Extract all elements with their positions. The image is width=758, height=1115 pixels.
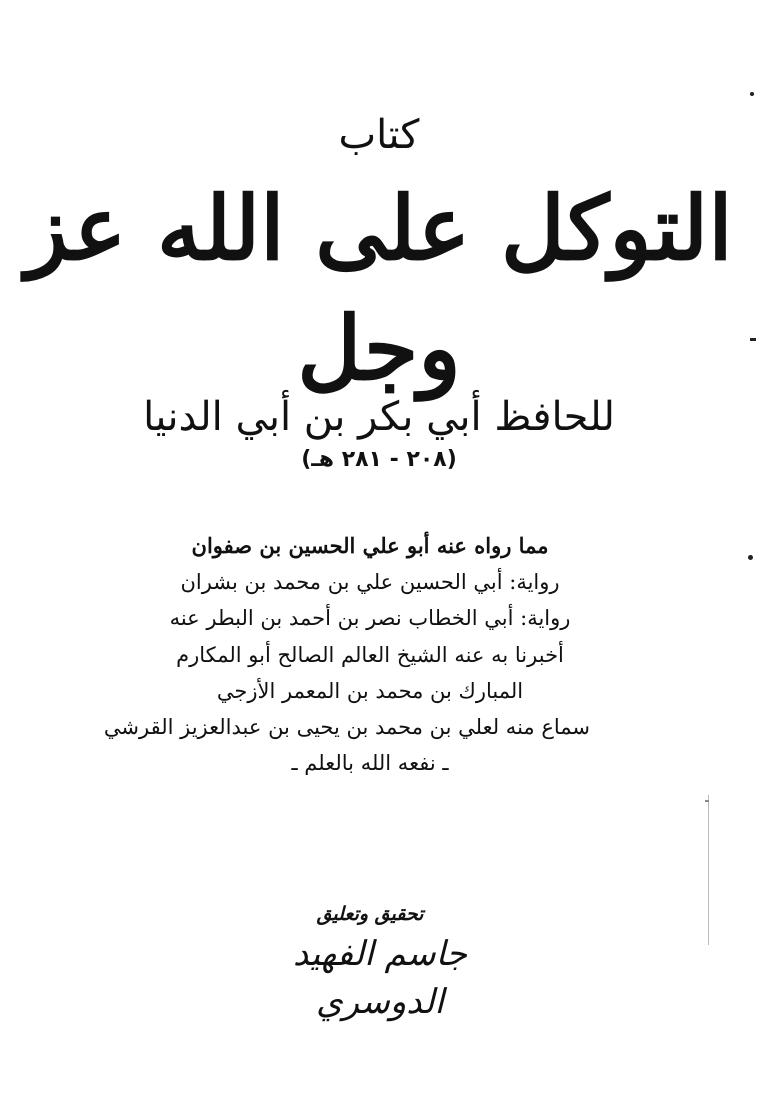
scan-speck [705,800,709,802]
scan-speck [750,92,754,96]
chain-line: أخبرنا به عنه الشيخ العالم الصالح أبو المكارم [176,642,564,667]
chain-line: سماع منه لعلي بن محمد بن يحيى بن عبدالعزيز القرشي [103,714,590,739]
author-line: للحافظ أبي بكر بن أبي الدنيا [143,394,615,440]
chain-line: مما رواه عنه أبو علي الحسين بن صفوان [191,533,549,558]
chain-line: رواية: أبي الحسين علي بن محمد بن بشران [180,570,560,595]
transmission-chain [103,528,590,781]
book-title: التوكل على الله عز وجل [25,176,733,400]
editor-name: جاسم الفهيد الدوسري [292,934,468,1022]
chain-line: ـ نفعه الله بالعلم ـ [291,751,449,776]
author-dates: (٢٠٨ - ٢٨١ هـ) [301,447,457,472]
chain-line: المبارك بن محمد بن المعمر الأزجي [216,678,524,703]
scan-speck [750,338,756,341]
book-word: كتاب [338,112,420,158]
editor-label: تحقيق وتعليق [316,903,424,925]
scan-speck [748,555,753,560]
scan-line [708,795,709,945]
chain-line: رواية: أبي الخطاب نصر بن أحمد بن البطر عنه [169,606,571,631]
